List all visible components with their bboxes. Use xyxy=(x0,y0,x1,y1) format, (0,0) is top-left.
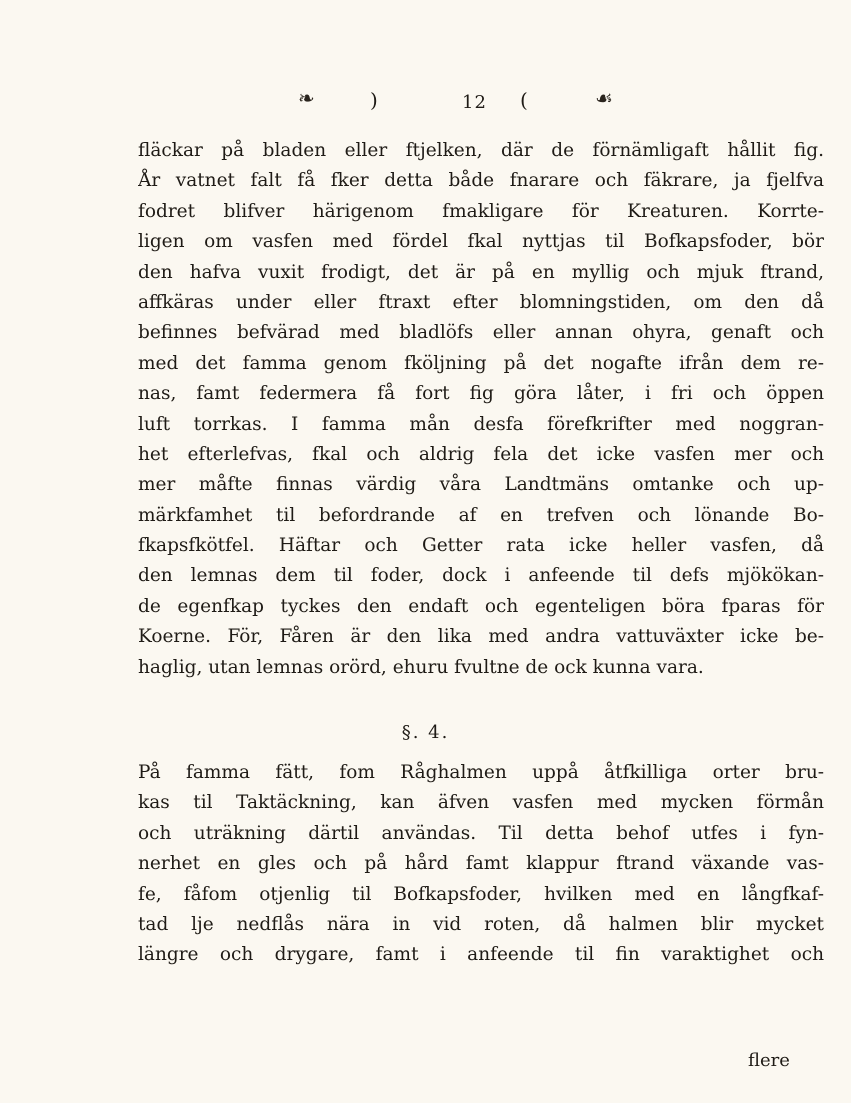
text-line: och uträkning därtil användas. Til detta behof utfes i fyn- xyxy=(138,822,824,844)
page-header xyxy=(0,86,851,118)
text-line: Koerne. För, Fåren är den lika med andra vattuväxter icke be- xyxy=(138,626,824,648)
ornament-right-icon: ☙ xyxy=(595,86,613,110)
text-line: den lemnas dem til foder, dock i anfeende til defs mjökökan- xyxy=(138,565,824,587)
text-line: befinnes befvärad med bladlöfs eller annan ohyra, genaft och xyxy=(138,322,824,344)
text-line: haglig, utan lemnas orörd, ehuru fvultne de ock kunna vara. xyxy=(138,656,704,678)
section-heading: §. 4. xyxy=(401,722,450,743)
text-line: fe, fåfom otjenlig til Bofkapsfoder, hvilken med en långfkaf- xyxy=(138,883,824,905)
text-line: den hafva vuxit frodigt, det är på en myllig och mjuk ftrand, xyxy=(138,261,824,283)
text-line: med det famma genom fköljning på det nogafte ifrån dem re- xyxy=(138,352,824,374)
paragraph-2 xyxy=(138,758,824,971)
text-line: affkäras under eller ftraxt efter blomningstiden, om den då xyxy=(138,291,824,313)
text-line: luft torrkas. I famma mån desfa förefkrifter med noggran- xyxy=(138,413,824,435)
header-paren-right: ( xyxy=(520,88,528,112)
text-line: märkfamhet til befordrande af en trefven och lönande Bo- xyxy=(138,504,824,526)
text-line: fläckar på bladen eller ftjelken, där de förnämligaft hållit fig. xyxy=(138,140,824,161)
text-line: kas til Taktäckning, kan äfven vasfen med mycken förmån xyxy=(138,792,824,814)
header-paren-left: ) xyxy=(370,88,378,112)
text-line: de egenfkap tyckes den endaft och egenteligen böra fparas för xyxy=(138,595,824,617)
text-line: fodret blifver härigenom fmakligare för Kreaturen. Korrte- xyxy=(138,200,824,222)
text-line: längre och drygare, famt i anfeende til fin varaktighet och xyxy=(138,944,824,966)
text-line: År vatnet falt få fker detta både fnarare och fäkrare, ja fjelfva xyxy=(138,170,824,192)
ornament-left-icon: ❧ xyxy=(298,86,315,110)
text-line: fkapsfkötfel. Häftar och Getter rata icke heller vasfen, då xyxy=(138,535,824,557)
text-line: nas, famt federmera få fort fig göra låter, i fri och öppen xyxy=(138,383,824,405)
text-line: het efterlefvas, fkal och aldrig fela det icke vasfen mer och xyxy=(138,443,824,465)
text-line: mer måfte finnas värdig våra Landtmäns omtanke och up- xyxy=(138,474,824,496)
text-line: tad lje nedflås nära in vid roten, då halmen blir mycket xyxy=(138,913,824,935)
text-line: ligen om vasfen med fördel fkal nyttjas til Bofkapsfoder, bör xyxy=(138,231,824,253)
text-line: nerhet en gles och på hård famt klappur ftrand växande vas- xyxy=(138,853,824,875)
text-line: På famma fätt, fom Råghalmen uppå åtfkilliga orter bru- xyxy=(138,762,824,783)
catchword: flere xyxy=(748,1050,790,1071)
paragraph-1 xyxy=(138,136,824,683)
page-number: 12 xyxy=(462,92,487,113)
